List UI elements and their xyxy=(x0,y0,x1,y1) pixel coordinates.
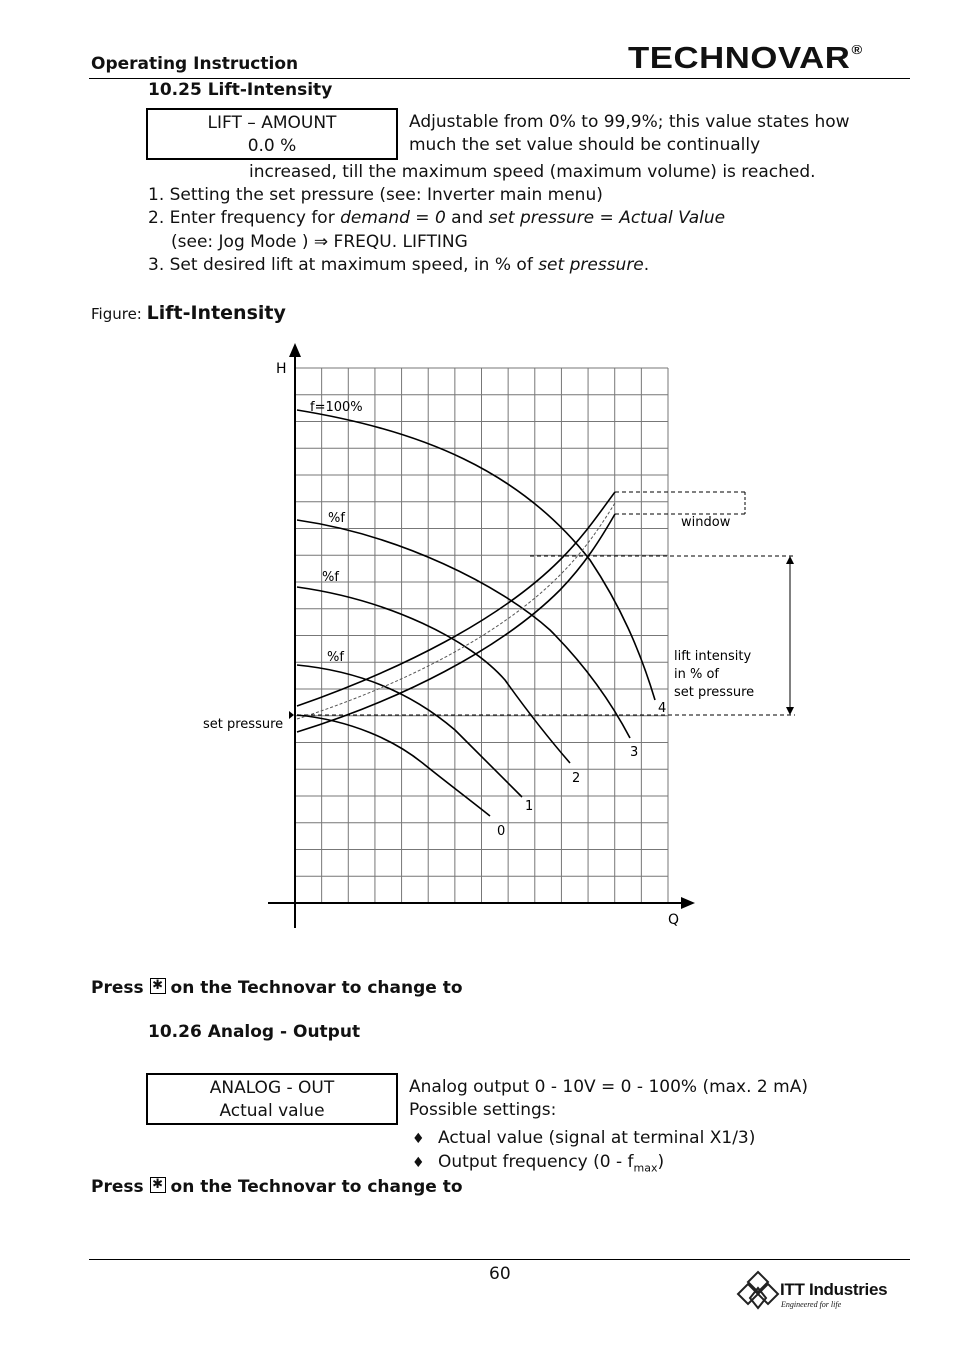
lift-desc-line3: increased, till the maximum speed (maximum volume) is reached. xyxy=(249,162,816,182)
page-number: 60 xyxy=(489,1264,511,1284)
asterisk-key-icon: ✱ xyxy=(150,1177,166,1193)
label-pct-f-b: %f xyxy=(322,570,339,585)
step-3: 3. Set desired lift at maximum speed, in % of set pressure. xyxy=(148,255,650,275)
lift-desc-line2: much the set value should be continually xyxy=(409,135,761,155)
label-lift-1: lift intensity xyxy=(674,649,752,664)
analog-desc-line2: Possible settings: xyxy=(409,1100,557,1120)
step-2-sub: (see: Jog Mode ) ⇒ FREQU. LIFTING xyxy=(171,232,468,252)
step-1: 1. Setting the set pressure (see: Inverter main menu) xyxy=(148,185,603,205)
x-axis-arrow xyxy=(681,897,695,909)
label-lift-3: set pressure xyxy=(674,685,755,700)
press-instruction-2: Press ✱ on the Technovar to change to xyxy=(91,1177,463,1197)
footer-rule xyxy=(89,1259,910,1260)
analog-out-display xyxy=(146,1073,398,1125)
y-axis-arrow xyxy=(289,343,301,357)
chart-grid xyxy=(295,368,668,903)
label-curve-1: 1 xyxy=(525,799,534,814)
label-curve-0: 0 xyxy=(497,824,506,839)
label-curve-2: 2 xyxy=(572,771,581,786)
lift-dim-arrow-top xyxy=(786,556,794,564)
itt-logo-tagline: Engineered for life xyxy=(781,1300,842,1309)
diamond-bullet-icon: ♦ xyxy=(412,1155,425,1171)
lift-display-line1: LIFT – AMOUNT xyxy=(207,113,337,133)
step-2: 2. Enter frequency for demand = 0 and set pressure = Actual Value xyxy=(148,208,726,228)
document-title: Operating Instruction xyxy=(91,54,299,74)
label-lift-2: in % of xyxy=(674,667,719,682)
analog-desc-line1: Analog output 0 - 10V = 0 - 100% (max. 2 mA) xyxy=(409,1077,808,1097)
label-f100: f=100% xyxy=(310,400,363,415)
section-heading-lift: 10.25 Lift-Intensity xyxy=(148,80,333,100)
analog-bullet-2: ♦ Output frequency $(0 - f_{max})$ xyxy=(412,1152,665,1175)
label-pct-f-a: %f xyxy=(328,511,345,526)
brand-logo: TECHNOVAR® xyxy=(628,40,863,75)
itt-logo-text: ITT Industries xyxy=(780,1280,888,1299)
label-curve-3: 3 xyxy=(630,745,639,760)
x-axis-label: Q xyxy=(668,912,680,928)
y-axis-label: H xyxy=(276,361,287,377)
system-curve-lower xyxy=(297,514,615,732)
analog-display-line2: Actual value xyxy=(219,1101,325,1121)
system-curve-middle xyxy=(297,503,615,719)
lift-desc-line1: Adjustable from 0% to 99,9%; this value states how xyxy=(409,112,850,132)
set-pressure-marker xyxy=(289,711,294,719)
lift-dim-arrow-bottom xyxy=(786,707,794,715)
curve-0 xyxy=(297,715,490,816)
label-pct-f-c: %f xyxy=(327,650,344,665)
label-window: window xyxy=(681,515,731,530)
label-set-pressure: set pressure xyxy=(203,717,284,732)
analog-display-line1: ANALOG - OUT xyxy=(209,1078,335,1098)
diamond-bullet-icon: ♦ xyxy=(412,1131,425,1147)
figure-title: Lift-Intensity xyxy=(146,302,286,324)
analog-bullet-1: ♦ Actual value (signal at terminal X1/3) xyxy=(412,1126,755,1151)
label-curve-4: 4 xyxy=(658,701,667,716)
figure-prefix: Figure: xyxy=(91,305,147,323)
asterisk-key-icon: ✱ xyxy=(150,978,166,994)
section-heading-analog: 10.26 Analog - Output xyxy=(148,1022,361,1042)
lift-display-line2: 0.0 % xyxy=(247,136,297,156)
curve-1 xyxy=(297,665,522,797)
press-instruction-1: Press ✱ on the Technovar to change to xyxy=(91,978,463,998)
itt-logo-icon xyxy=(736,1270,780,1310)
